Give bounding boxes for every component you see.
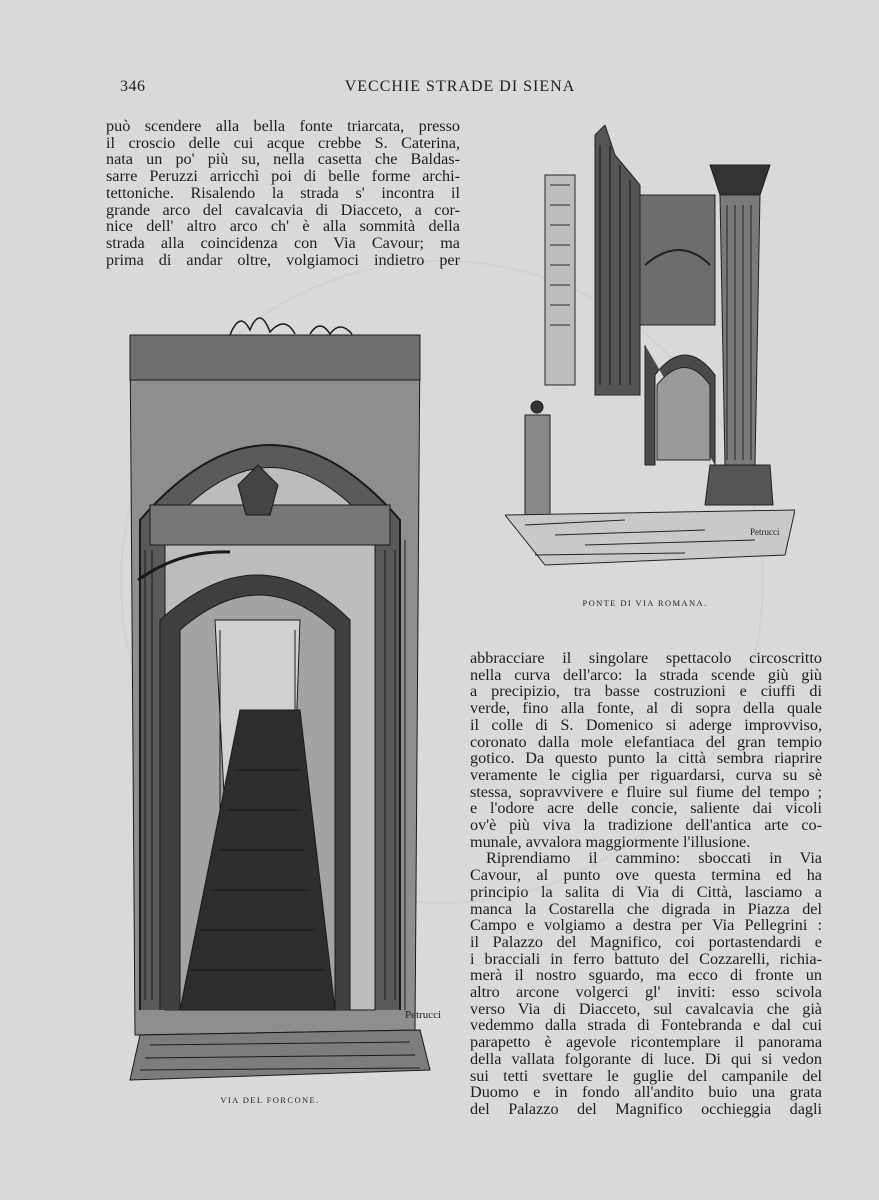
text-line: verso Via di Diacceto, sul cavalcavia che già [470,999,822,1018]
text-line: sarre Peruzzi arricchì poi di belle forme archi- [106,167,460,186]
text-line: abbracciare il singolare spettacolo circoscritto [470,649,822,667]
text-line: parapetto è agevole ricontemplare il panorama [470,1033,822,1052]
text-line: manca la Costarella che digrada in Piazza del [470,899,822,918]
paragraph-right [470,650,822,1118]
text-line: nata un po' più su, nella casetta che Baldas- [106,150,460,169]
illustration-via-del-forcone [120,290,450,1090]
text-line: può scendere alla bella fonte triarcata, presso [106,117,460,135]
text-line: prima di andar oltre, volgiamoci indietro per [106,250,460,269]
text-line: sui tetti svettare le guglie del campanile del [470,1066,822,1085]
text-line: merà il nostro sguardo, ma ecco di fronte un [470,966,822,985]
text-line: del Palazzo del Magnifico occhieggia dagli [470,1099,822,1118]
text-line: coronato dalla mole elefantiaca del gran tempio [470,732,822,751]
text-line: nella curva dell'arco: la strada scende giù giù [470,665,822,684]
signature-right: Petrucci [750,527,780,537]
caption-ponte-via-romana: PONTE DI VIA ROMANA. [582,598,708,608]
paragraph-top [106,118,460,268]
text-line: Campo e volgiamo a destra per Via Pellegrini : [470,916,822,935]
text-line: il croscio delle cui acque crebbe S. Caterina, [106,133,460,152]
text-line: strada alla coincidenza con Via Cavour; ma [106,233,460,252]
text-line: il Palazzo del Magnifico, coi portastendardi e [470,932,822,951]
text-line: e l'odore acre delle concie, saliente dai vicoli [470,799,822,818]
text-line: i bracciali in ferro battuto del Cozzarelli, richia- [470,949,822,968]
text-line: verde, fino alla fonte, al di sopra della quale [470,699,822,718]
page-number: 346 [120,78,146,95]
text-line: Duomo e in fondo all'andito buio una grata [470,1083,822,1102]
text-line: veramente le ciglia per riguardarsi, curva su sè [470,765,822,784]
text-line: munale, avvalora maggiormente l'illusione. [470,832,751,851]
text-line: stessa, sopravvivere e fluire sul fiume del tempo ; [470,782,822,801]
text-line: a precipizio, tra basse costruzioni e ciuffi di [470,682,822,701]
signature-left: Petrucci [405,1009,442,1021]
ink-drawing-arch-column-icon [505,125,795,585]
text-line: gotico. Da questo punto la città sembra riaprire [470,749,822,768]
text-line: tettoniche. Risalendo la strada s' incontra il [106,183,460,202]
text-line: Cavour, al punto ove questa termina ed ha [470,866,822,885]
caption-via-del-forcone: VIA DEL FORCONE. [220,1095,320,1105]
illustration-ponte-via-romana [505,125,795,585]
text-line: ov'è più viva la tradizione dell'antica arte co- [470,816,822,835]
ink-drawing-street-arches-icon [120,290,450,1090]
text-line: principio la salita di Via di Città, lasciamo a [470,882,822,901]
text-line: altro arcone volgerci gl' inviti: esso scivola [470,983,822,1002]
text-line: della vallata folgorante di luce. Di qui si vedon [470,1049,822,1068]
running-title: VECCHIE STRADE DI SIENA [344,78,576,95]
text-line: Riprendiamo il cammino: sboccati in Via [486,849,822,868]
text-line: grande arco del cavalcavia di Diacceto, a cor- [106,200,460,219]
text-line: il colle di S. Domenico si aderge improvviso, [470,715,822,734]
text-line: nice dell' altro arco ch' è alla sommità della [106,217,460,236]
text-line: vedemmo dalla strada di Fontebranda e dal cui [470,1016,822,1035]
